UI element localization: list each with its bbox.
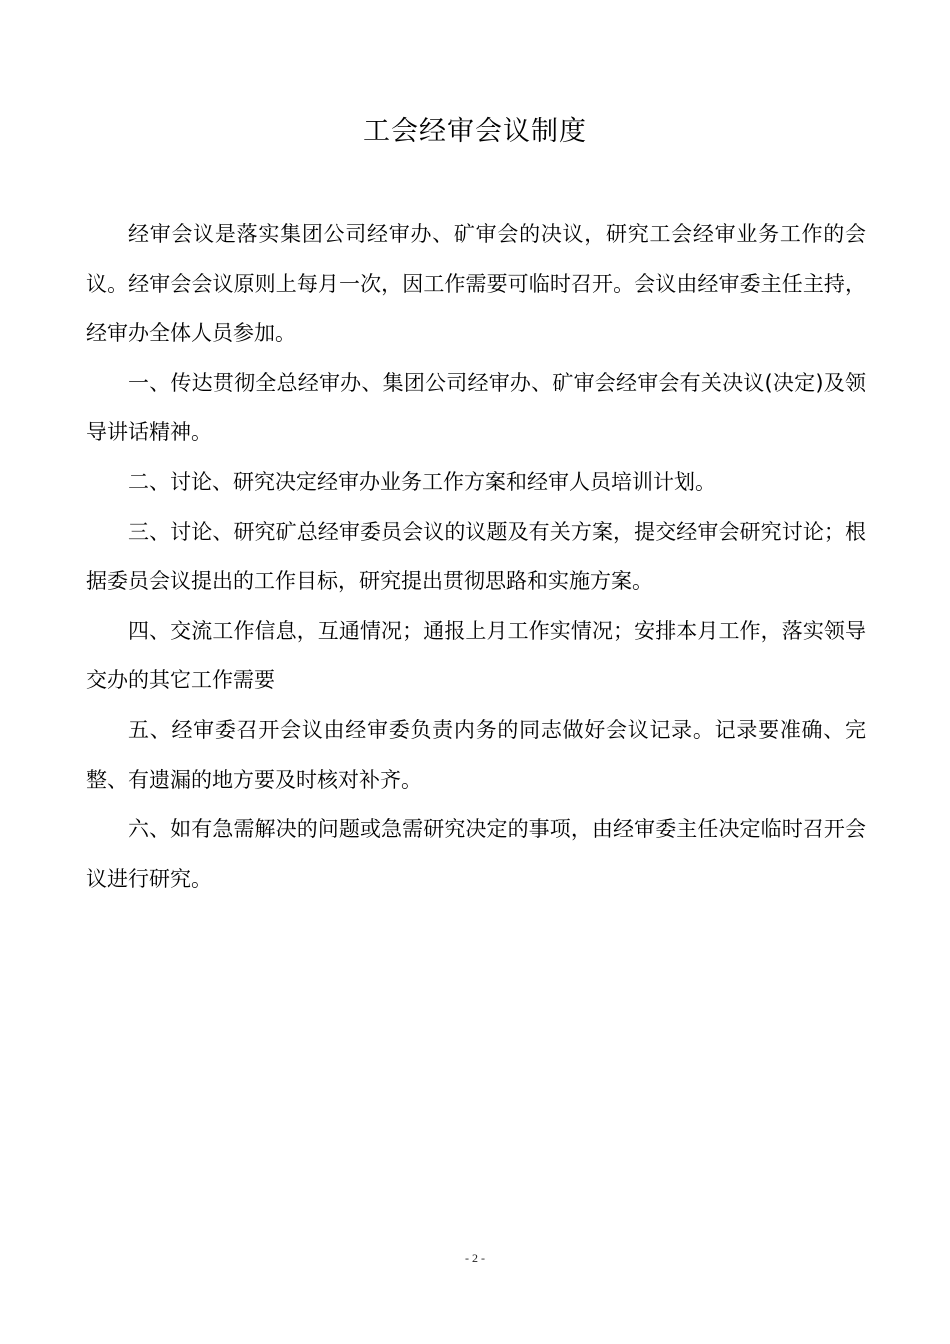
paragraph-item-3: 三、讨论、研究矿总经审委员会议的议题及有关方案，提交经审会研究讨论；根据委员会议提出的工作目标，研究提出贯彻思路和实施方案。 bbox=[86, 519, 866, 594]
document-body bbox=[86, 210, 866, 904]
paragraph-item-1: 一、传达贯彻全总经审办、集团公司经审办、矿审会经审会有关决议(决定)及领导讲话精神。 bbox=[86, 370, 866, 445]
document-title: 工会经审会议制度 bbox=[363, 116, 587, 147]
paragraph-item-5: 五、经审委召开会议由经审委负责内务的同志做好会议记录。记录要准确、完整、有遗漏的地方要及时核对补齐。 bbox=[86, 717, 866, 792]
paragraph-item-2: 二、讨论、研究决定经审办业务工作方案和经审人员培训计划。 bbox=[128, 469, 716, 494]
paragraph-item-4: 四、交流工作信息，互通情况；通报上月工作实情况；安排本月工作，落实领导交办的其它工作需要 bbox=[86, 618, 866, 693]
paragraph-intro: 经审会议是落实集团公司经审办、矿审会的决议，研究工会经审业务工作的会议。经审会会议原则上每月一次，因工作需要可临时召开。会议由经审委主任主持，经审办全体人员参加。 bbox=[86, 222, 866, 346]
paragraph-item-6: 六、如有急需解决的问题或急需研究决定的事项，由经审委主任决定临时召开会议进行研究。 bbox=[86, 817, 866, 891]
page-number: - 2 - bbox=[465, 1251, 485, 1265]
